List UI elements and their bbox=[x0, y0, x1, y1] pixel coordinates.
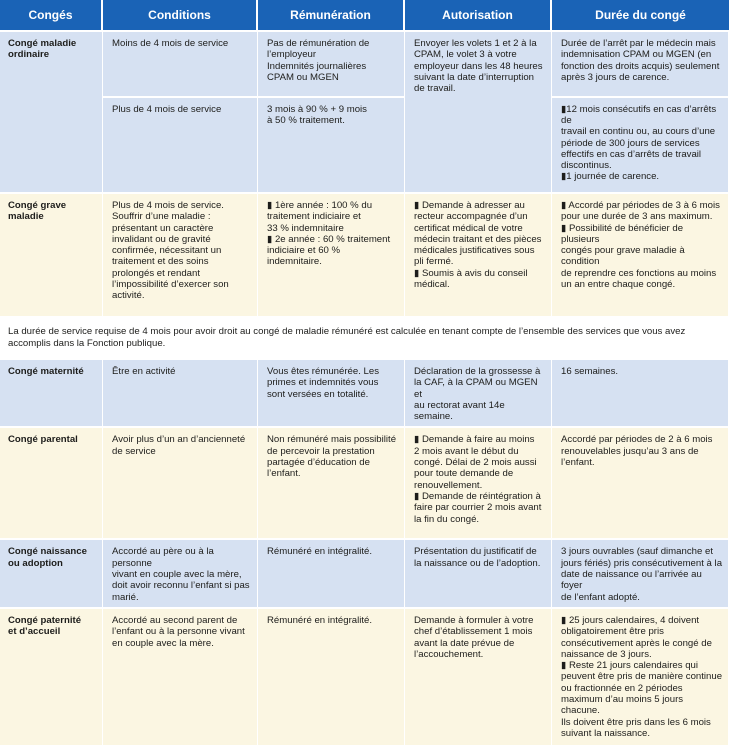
cell-autorisation: ▮ Demande à adresser au recteur accompagnée d’un certificat médical de votre médecin traitant et des pièces médicales justificatives sous pli fermé. ▮ Soumis à avis du conseil médical. bbox=[405, 194, 552, 318]
cell-autorisation: Envoyer les volets 1 et 2 à la CPAM, le volet 3 à votre employeur dans les 48 heures suivant la date d’interruption de travail. bbox=[405, 32, 552, 194]
table-row bbox=[0, 98, 729, 194]
cell-remuneration: Pas de rémunération de l’employeur Indemnités journalières CPAM ou MGEN bbox=[258, 32, 405, 98]
cell-remuneration: Vous êtes rémunérée. Les primes et indemnités vous sont versées en totalité. bbox=[258, 360, 405, 428]
header-conges: Congés bbox=[0, 0, 103, 32]
cell-autorisation: Demande à formuler à votre chef d’établissement 1 mois avant la date prévue de l’accouchement. bbox=[405, 609, 552, 747]
row-type-naissance: Congé naissance ou adoption bbox=[0, 540, 103, 608]
cell-duree: Accordé par périodes de 2 à 6 mois renouvelables jusqu’au 3 ans de l’enfant. bbox=[552, 428, 729, 540]
cell-conditions: Plus de 4 mois de service. Souffrir d’une maladie : présentant un caractère invalidant ou de gravité confirmée, nécessitant un traitement et des soins prolongés et rendant l’impossibilité d’exercer son activité. bbox=[103, 194, 258, 318]
row-type-paternite: Congé paternité et d’accueil bbox=[0, 609, 103, 747]
header-remuneration: Rémunération bbox=[258, 0, 405, 32]
table-row bbox=[0, 609, 729, 747]
row-type-maladie-ordinaire: Congé maladie ordinaire bbox=[0, 32, 103, 194]
cell-autorisation: Présentation du justificatif de la naissance ou de l’adoption. bbox=[405, 540, 552, 608]
cell-autorisation: ▮ Demande à faire au moins 2 mois avant le début du congé. Délai de 2 mois aussi pour toute demande de renouvellement. ▮ Demande de réintégration à faire par courrier 2 mois avant la fin du congé. bbox=[405, 428, 552, 540]
table-row bbox=[0, 540, 729, 608]
cell-conditions: Accordé au père ou à la personne vivant en couple avec la mère, doit avoir reconnu l’enfant si pas marié. bbox=[103, 540, 258, 608]
cell-conditions: Accordé au second parent de l’enfant ou à la personne vivant en couple avec la mère. bbox=[103, 609, 258, 747]
cell-conditions: Plus de 4 mois de service bbox=[103, 98, 258, 194]
header-autorisation: Autorisation bbox=[405, 0, 552, 32]
cell-duree: 3 jours ouvrables (sauf dimanche et jours fériés) pris consécutivement à la date de naissance ou l’arrivée au foyer de l’enfant adopté. bbox=[552, 540, 729, 608]
cell-duree: ▮12 mois consécutifs en cas d’arrêts de travail en continu ou, au cours d’une période de 300 jours de services effectifs en cas d’arrêts de travail discontinus. ▮1 journée de carence. bbox=[552, 98, 729, 194]
cell-duree: ▮ Accordé par périodes de 3 à 6 mois pour une durée de 3 ans maximum. ▮ Possibilité de bénéficier de plusieurs congés pour grave maladie à condition de reprendre ces fonctions au moins un an entre chaque congé. bbox=[552, 194, 729, 318]
cell-remuneration: ▮ 1ère année : 100 % du traitement indiciaire et 33 % indemnitaire ▮ 2e année : 60 % traitement indiciaire et 60 % indemnitaire. bbox=[258, 194, 405, 318]
cell-duree: Durée de l’arrêt par le médecin mais indemnisation CPAM ou MGEN (en fonction des droits acquis) seulement après 3 jours de carence. bbox=[552, 32, 729, 98]
cell-remuneration: Non rémunéré mais possibilité de percevoir la prestation partagée d’éducation de l’enfant. bbox=[258, 428, 405, 540]
table-row bbox=[0, 32, 729, 98]
service-duration-note: La durée de service requise de 4 mois pour avoir droit au congé de maladie rémunéré est calculée en tenant compte de l’ensemble des services que vous avez accomplis dans la Fonction publique. bbox=[0, 318, 729, 360]
table-note-row bbox=[0, 318, 729, 360]
row-type-maternite: Congé maternité bbox=[0, 360, 103, 428]
cell-remuneration: 3 mois à 90 % + 9 mois à 50 % traitement. bbox=[258, 98, 405, 194]
row-type-grave-maladie: Congé grave maladie bbox=[0, 194, 103, 318]
table-row bbox=[0, 194, 729, 318]
header-conditions: Conditions bbox=[103, 0, 258, 32]
cell-duree: 16 semaines. bbox=[552, 360, 729, 428]
row-type-parental: Congé parental bbox=[0, 428, 103, 540]
cell-duree: ▮ 25 jours calendaires, 4 doivent obligatoirement être pris consécutivement après le congé de naissance de 3 jours. ▮ Reste 21 jours calendaires qui peuvent être pris de manière continue ou fractionnée en 2 périodes maximum d’au moins 5 jours chacune. Ils doivent être pris dans les 6 mois suivant la naissance. bbox=[552, 609, 729, 747]
cell-conditions: Être en activité bbox=[103, 360, 258, 428]
cell-conditions: Avoir plus d’un an d’ancienneté de service bbox=[103, 428, 258, 540]
cell-remuneration: Rémunéré en intégralité. bbox=[258, 540, 405, 608]
cell-autorisation: Déclaration de la grossesse à la CAF, à la CPAM ou MGEN et au rectorat avant 14e semaine. bbox=[405, 360, 552, 428]
header-duree: Durée du congé bbox=[552, 0, 729, 32]
table-row bbox=[0, 428, 729, 540]
cell-remuneration: Rémunéré en intégralité. bbox=[258, 609, 405, 747]
table-row bbox=[0, 360, 729, 428]
cell-conditions: Moins de 4 mois de service bbox=[103, 32, 258, 98]
table-header-row bbox=[0, 0, 729, 32]
